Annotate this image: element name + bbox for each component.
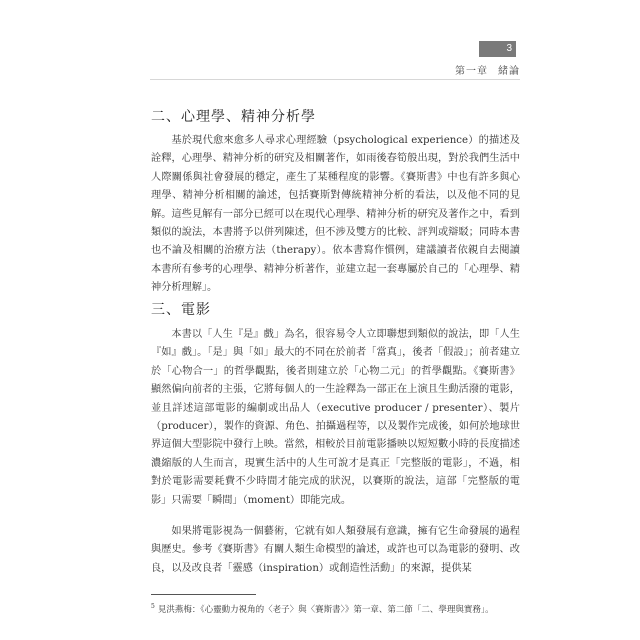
chapter-label: 第一章: [455, 66, 488, 77]
footnote: [151, 603, 520, 615]
running-header: [445, 62, 520, 77]
page-number: 3: [479, 41, 516, 57]
footnote-divider: [151, 594, 256, 595]
footnote-text: 見洪燕梅：《心靈動力視角的〈老子〉與〈賽斯書〉》第一章、第二節「二、學理與實務」。: [157, 605, 494, 615]
body-paragraph: 本書以「人生『是』戲」為名，很容易令人立即聯想到類似的說法，即「人生『如』戲」。「是」與「如」最大的不同在於前者「當真」，後者「假設」；前者建立於「心物合一」的哲學觀點，後者則建立於「心物二元」的哲學觀點。《賽斯書》顯然偏向前者的主張，它將每個人的一生詮釋為一部正在上演且生動活潑的電影，並且詳述這部電影的編劇或出品人（executive producer / presenter）、製片（producer），製作的資源、角色、拍攝過程等，以及製作完成後，如何於地球世界這個大型影院中發行上映。當然，相較於目前電影播映以短短數小時的長度描述濃縮版的人生而言，現實生活中的人生可說才是真正「完整版的電影」，不過，相對於電影需要耗費不少時間才能完成的狀況，以賽斯的說法，這部「完整版的電影」只需要「瞬間」（moment）即能完成。: [151, 329, 520, 506]
footnote-marker: 5: [151, 603, 155, 611]
body-paragraph: 如果將電影視為一個藝術，它就有如人類發展有意識，擁有它生命發展的過程與歷史。參考《賽斯書》有關人類生命模型的論述，或許也可以為電影的發明、改良，以及改良者「靈感（inspiration）或創造性活動」的來源，提供某: [151, 526, 520, 574]
header-divider: [150, 79, 520, 80]
body-paragraph: 基於現代愈來愈多人尋求心理經驗（psychological experience）的描述及詮釋，心理學、精神分析的研究及相關著作，如雨後春筍般出現，對於我們生活中人際關係與社會發展的穩定，產生了某種程度的影響。《賽斯書》中也有許多與心理學、精神分析相關的論述，包括賽斯對傳統精神分析的看法，以及他不同的見解。這些見解有一部分已經可以在現代心理學、精神分析的研究及著作之中，看到類似的說法，本書將予以併列陳述，但不涉及雙方的比較、評判或辯駁；同時本書也不論及相關的治療方法（therapy）。依本書寫作慣例，建議讀者依親自去閱讀本書所有參考的心理學、精神分析著作，並建立起一套專屬於自己的「心理學、精神分析理解」。: [151, 135, 520, 294]
section-heading-psychology: 二、心理學、精神分析學: [151, 109, 316, 125]
section-heading-film: 三、電影: [151, 302, 211, 318]
section-label: 緒論: [498, 66, 520, 77]
